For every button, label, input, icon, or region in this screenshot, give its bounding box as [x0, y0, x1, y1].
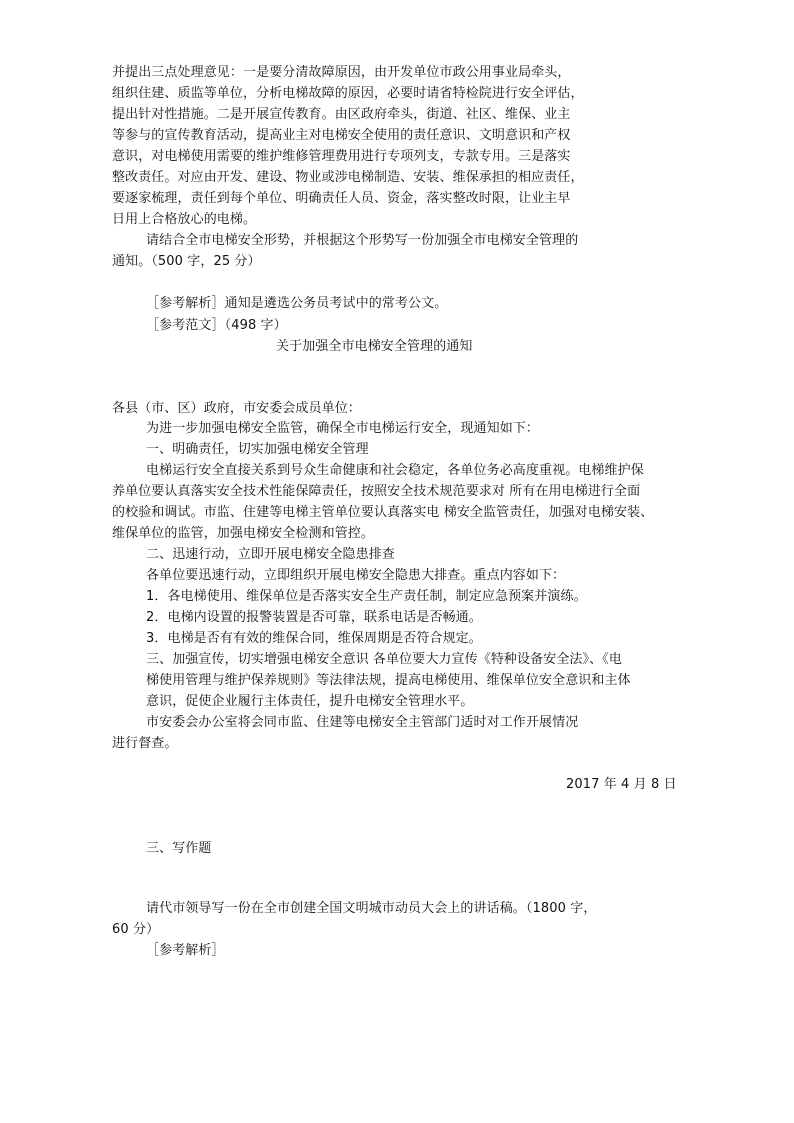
writing-prompt-line: 请代市领导写一份在全市创建全国文明城市动员大会上的讲话稿。（1800 字， — [146, 901, 597, 916]
notice-paragraph-line: 的校验和调试。市监、住建等电梯主管单位要认真落实电 梯安全监管责任，加强对电梯安装、 — [112, 505, 654, 520]
reference-analysis-label: ［参考解析］ — [146, 943, 225, 958]
intro-line: 等参与的宣传教育活动，提高业主对电梯安全使用的责任意识、文明意识和产权 — [112, 128, 571, 143]
writing-prompt-line: 60 分） — [112, 922, 160, 937]
notice-paragraph-line: 电梯运行安全直接关系到号众生命健康和社会稳定，各单位务必高度重视。电梯维护保 — [146, 463, 644, 478]
notice-list-item: 2．电梯内设置的报警装置是否可靠，联系电话是否畅通。 — [146, 610, 482, 625]
notice-list-item: 3．电梯是否有有效的维保合同，维保周期是否符合规定。 — [146, 631, 482, 646]
intro-line: 组织住建、质监等单位，分析电梯故障的原因，必要时请省特检院进行安全评估， — [112, 86, 584, 101]
question-line: 通知。（500 字，25 分） — [112, 254, 261, 269]
intro-line: 整改责任。对应由开发、建设、物业或涉电梯制造、安装、维保承担的相应责任， — [112, 170, 584, 185]
notice-paragraph: 各单位要迅速行动，立即组织开展电梯安全隐患大排查。重点内容如下： — [146, 568, 566, 583]
notice-closing-line: 进行督查。 — [112, 736, 178, 751]
question-line: 请结合全市电梯安全形势，并根据这个形势写一份加强全市电梯安全管理的 — [146, 233, 579, 248]
notice-heading-1: 一、明确责任，切实加强电梯安全管理 — [146, 442, 369, 457]
intro-line: 提出针对性措施。二是开展宣传教育。由区政府牵头，街道、社区、维保、业主 — [112, 107, 571, 122]
reference-sample-label: ［参考范文］（498 字） — [146, 318, 287, 333]
intro-line: 要逐家梳理，责任到每个单位、明确责任人员、资金，落实整改时限，让业主早 — [112, 191, 571, 206]
notice-heading-2: 二、迅速行动，立即开展电梯安全隐患排查 — [146, 547, 395, 562]
notice-salutation: 各县（市、区）政府，市安委会成员单位： — [112, 401, 361, 416]
intro-line: 并提出三点处理意见：一是要分清故障原因，由开发单位市政公用事业局牵头， — [112, 65, 571, 80]
notice-paragraph-line: 意识，促使企业履行主体责任，提升电梯安全管理水平。 — [146, 694, 474, 709]
notice-date: 2017 年 4 月 8 日 — [566, 777, 677, 792]
reference-analysis: ［参考解析］通知是遴选公务员考试中的常考公文。 — [146, 296, 448, 311]
notice-opening: 为进一步加强电梯安全监管，确保全市电梯运行安全，现通知如下： — [146, 421, 540, 436]
section-heading: 三、写作题 — [146, 841, 212, 856]
notice-paragraph-line: 维保单位的监管，加强电梯安全检测和管控。 — [112, 526, 375, 541]
notice-closing-line: 市安委会办公室将会同市监、住建等电梯安全主管部门适时对工作开展情况 — [146, 715, 579, 730]
notice-list-item: 1．各电梯使用、维保单位是否落实安全生产责任制，制定应急预案并演练。 — [146, 589, 587, 604]
intro-line: 日用上合格放心的电梯。 — [112, 212, 257, 227]
notice-heading-3: 三、加强宣传，切实增强电梯安全意识 各单位要大力宣传《特种设备安全法》、《电 — [146, 652, 622, 667]
notice-paragraph-line: 养单位要认真落实安全技术性能保障责任，按照安全技术规范要求对 所有在用电梯进行全面 — [112, 484, 641, 499]
intro-line: 意识，对电梯使用需要的维护维修管理费用进行专项列支，专款专用。三是落实 — [112, 149, 571, 164]
notice-title: 关于加强全市电梯安全管理的通知 — [276, 339, 473, 354]
notice-paragraph-line: 梯使用管理与维护保养规则》等法律法规，提高电梯使用、维保单位安全意识和主体 — [146, 673, 631, 688]
